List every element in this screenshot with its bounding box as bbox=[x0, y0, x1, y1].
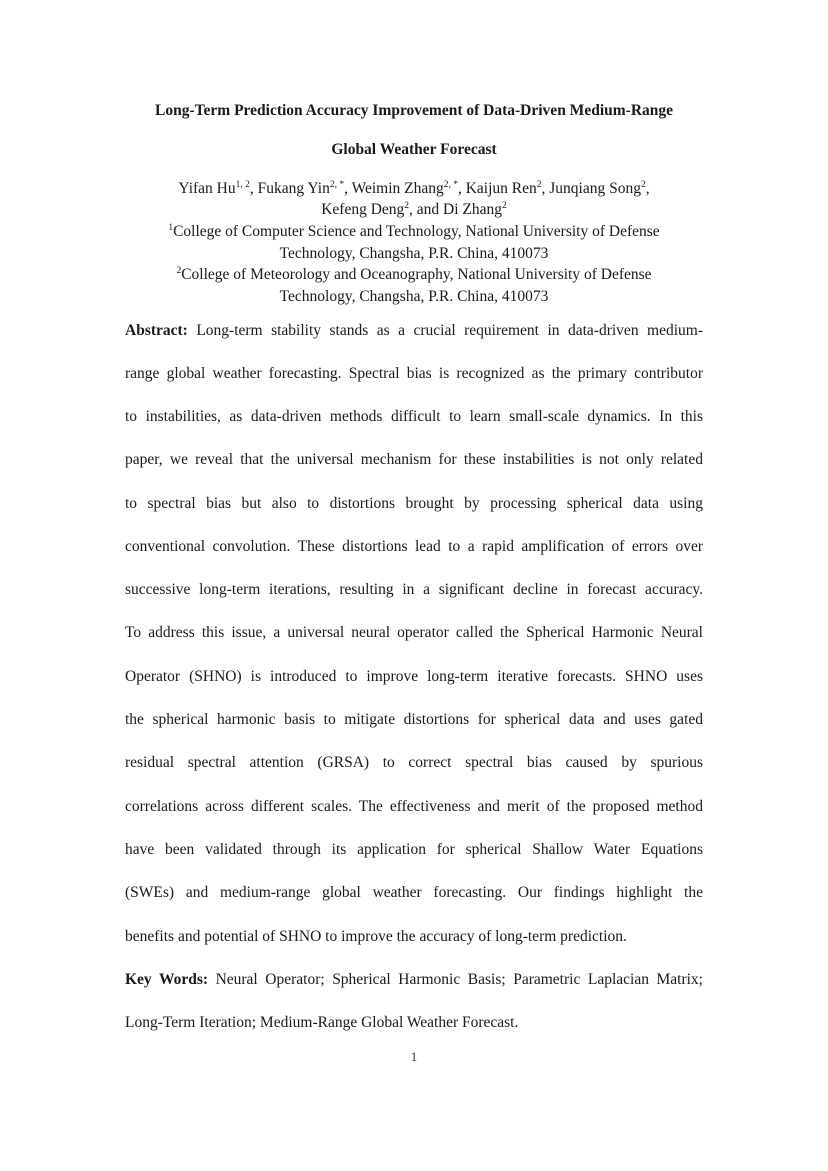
affiliation-1-line-2: Technology, Changsha, P.R. China, 410073 bbox=[279, 245, 549, 262]
abstract-line: successive long-term iterations, resulting in a significant decline in forecast accuracy. bbox=[125, 581, 703, 598]
author-name: Yifan Hu bbox=[178, 180, 236, 197]
paper-title-line-1: Long-Term Prediction Accuracy Improvement of Data-Driven Medium-Range bbox=[154, 102, 674, 119]
abstract-line: to spectral bias but also to distortions brought by processing spherical data using bbox=[125, 495, 703, 512]
affiliation-2-line-1 bbox=[100, 266, 728, 284]
author-affiliation-mark: 2 bbox=[404, 200, 410, 211]
page-number: 1 bbox=[410, 1049, 418, 1064]
abstract-line: to instabilities, as data-driven methods difficult to learn small-scale dynamics. In this bbox=[125, 408, 703, 425]
affiliation-mark: 2 bbox=[176, 265, 182, 276]
affiliation-text: College of Computer Science and Technology, National University of Defense bbox=[173, 223, 660, 240]
abstract-line: residual spectral attention (GRSA) to correct spectral bias caused by spurious bbox=[125, 754, 703, 771]
author-name: , Fukang Yin bbox=[249, 180, 330, 197]
author-name: , Kaijun Ren bbox=[457, 180, 537, 197]
author-list-line-1 bbox=[100, 180, 728, 198]
abstract-text: Long-term stability stands as a crucial requirement in data-driven medium- bbox=[187, 322, 703, 339]
author-separator: , bbox=[645, 180, 650, 197]
affiliation-1-line-1 bbox=[100, 223, 728, 241]
abstract-line: correlations across different scales. The effectiveness and merit of the proposed method bbox=[125, 798, 703, 815]
abstract-line: have been validated through its application for spherical Shallow Water Equations bbox=[125, 841, 703, 858]
author-affiliation-mark: 2 bbox=[536, 179, 542, 190]
author-name: , and Di Zhang bbox=[409, 201, 503, 218]
paper-title-line-2: Global Weather Forecast bbox=[331, 141, 497, 158]
author-list-line-2 bbox=[100, 201, 728, 219]
author-affiliation-mark: 2 bbox=[502, 200, 507, 211]
keywords-line: Long-Term Iteration; Medium-Range Global Weather Forecast. bbox=[125, 1014, 519, 1031]
author-affiliation-mark: 2, * bbox=[329, 179, 345, 190]
abstract-line: range global weather forecasting. Spectral bias is recognized as the primary contributor bbox=[125, 365, 703, 382]
abstract-line bbox=[125, 322, 703, 340]
abstract-line: To address this issue, a universal neural operator called the Spherical Harmonic Neural bbox=[125, 624, 703, 641]
abstract-line: benefits and potential of SHNO to improve the accuracy of long-term prediction. bbox=[125, 928, 627, 945]
abstract-line: the spherical harmonic basis to mitigate distortions for spherical data and uses gated bbox=[125, 711, 703, 728]
abstract-line: Operator (SHNO) is introduced to improve long-term iterative forecasts. SHNO uses bbox=[125, 668, 703, 685]
abstract-line: (SWEs) and medium-range global weather forecasting. Our findings highlight the bbox=[125, 884, 703, 901]
affiliation-mark: 1 bbox=[168, 222, 174, 233]
keywords-text: Neural Operator; Spherical Harmonic Basis; Parametric Laplacian Matrix; bbox=[208, 971, 703, 988]
keywords-line bbox=[125, 971, 703, 989]
keywords-label: Key Words: bbox=[125, 971, 209, 988]
affiliation-2-line-2: Technology, Changsha, P.R. China, 410073 bbox=[279, 288, 549, 305]
abstract-line: paper, we reveal that the universal mechanism for these instabilities is not only related bbox=[125, 451, 703, 468]
abstract-label: Abstract: bbox=[125, 322, 188, 339]
author-affiliation-mark: 1, 2 bbox=[235, 179, 250, 190]
author-name: , Junqiang Song bbox=[541, 180, 641, 197]
author-name: , Weimin Zhang bbox=[344, 180, 444, 197]
abstract-line: conventional convolution. These distortions lead to a rapid amplification of errors over bbox=[125, 538, 703, 555]
author-affiliation-mark: 2 bbox=[640, 179, 646, 190]
author-affiliation-mark: 2, * bbox=[443, 179, 458, 190]
affiliation-text: College of Meteorology and Oceanography, National University of Defense bbox=[181, 266, 652, 283]
author-name: Kefeng Deng bbox=[321, 201, 405, 218]
